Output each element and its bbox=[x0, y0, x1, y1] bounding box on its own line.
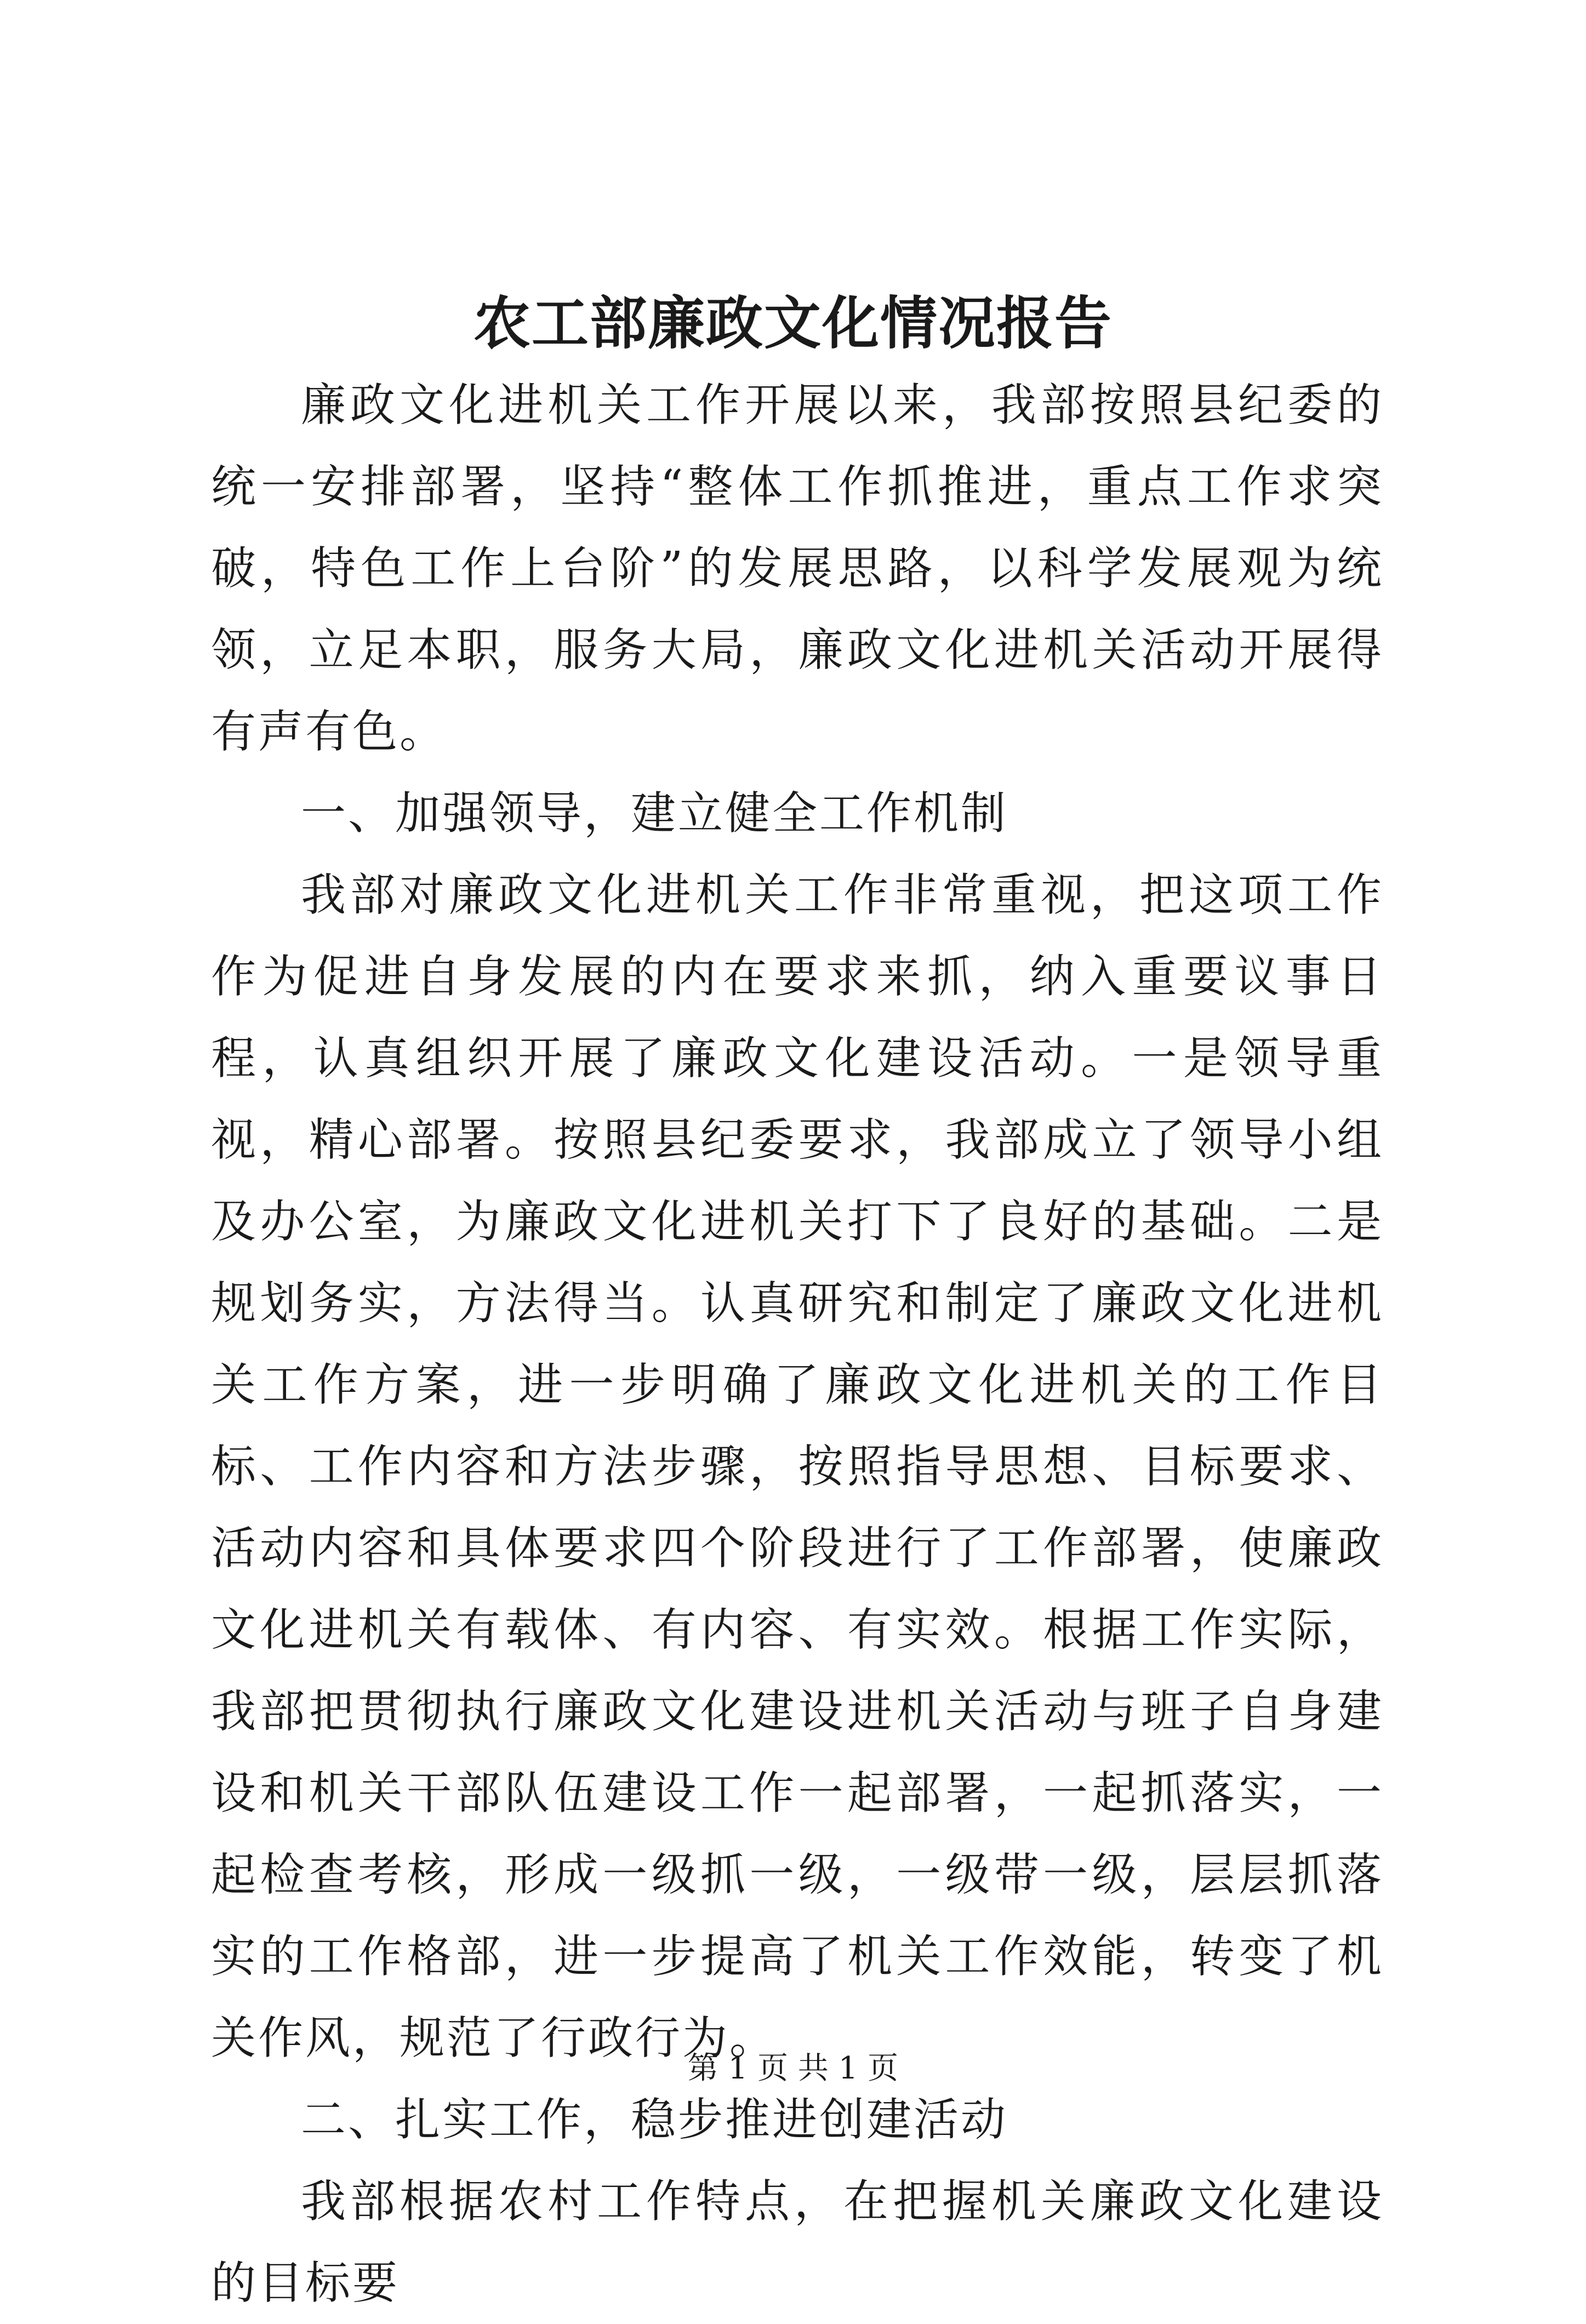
document-body bbox=[211, 364, 1384, 2324]
document-title: 农工部廉政文化情况报告 bbox=[473, 289, 1113, 357]
paragraph-intro: 廉政文化进机关工作开展以来，我部按照县纪委的统一安排部署，坚持“整体工作抓推进，重点工作求突破，特色工作上台阶”的发展思路，以科学发展观为统领，立足本职，服务大局，廉政文化进机关活动开展得有声有色。 bbox=[211, 379, 1384, 758]
paragraph-section-2: 我部根据农村工作特点，在把握机关廉政文化建设的目标要 bbox=[211, 2175, 1384, 2309]
section-heading-2: 二、扎实工作，稳步推进创建活动 bbox=[301, 2094, 1008, 2146]
paragraph-section-1: 我部对廉政文化进机关工作非常重视，把这项工作作为促进自身发展的内在要求来抓，纳入重要议事日程，认真组织开展了廉政文化建设活动。一是领导重视，精心部署。按照县纪委要求，我部成立了领导小组及办公室，为廉政文化进机关打下了良好的基础。二是规划务实，方法得当。认真研究和制定了廉政文化进机关工作方案，进一步明确了廉政文化进机关的工作目标、工作内容和方法步骤，按照指导思想、目标要求、活动内容和具体要求四个阶段进行了工作部署，使廉政文化进机关有载体、有内容、有实效。根据工作实际，我部把贯彻执行廉政文化建设进机关活动与班子自身建设和机关干部队伍建设工作一起部署，一起抓落实，一起检查考核，形成一级抓一级，一级带一级，层层抓落实的工作格部，进一步提高了机关工作效能，转变了机关作风，规范了行政行为。 bbox=[211, 869, 1384, 2064]
section-heading-1: 一、加强领导，建立健全工作机制 bbox=[301, 787, 1008, 840]
page-footer: 第 1 页 共 1 页 bbox=[687, 2051, 899, 2086]
